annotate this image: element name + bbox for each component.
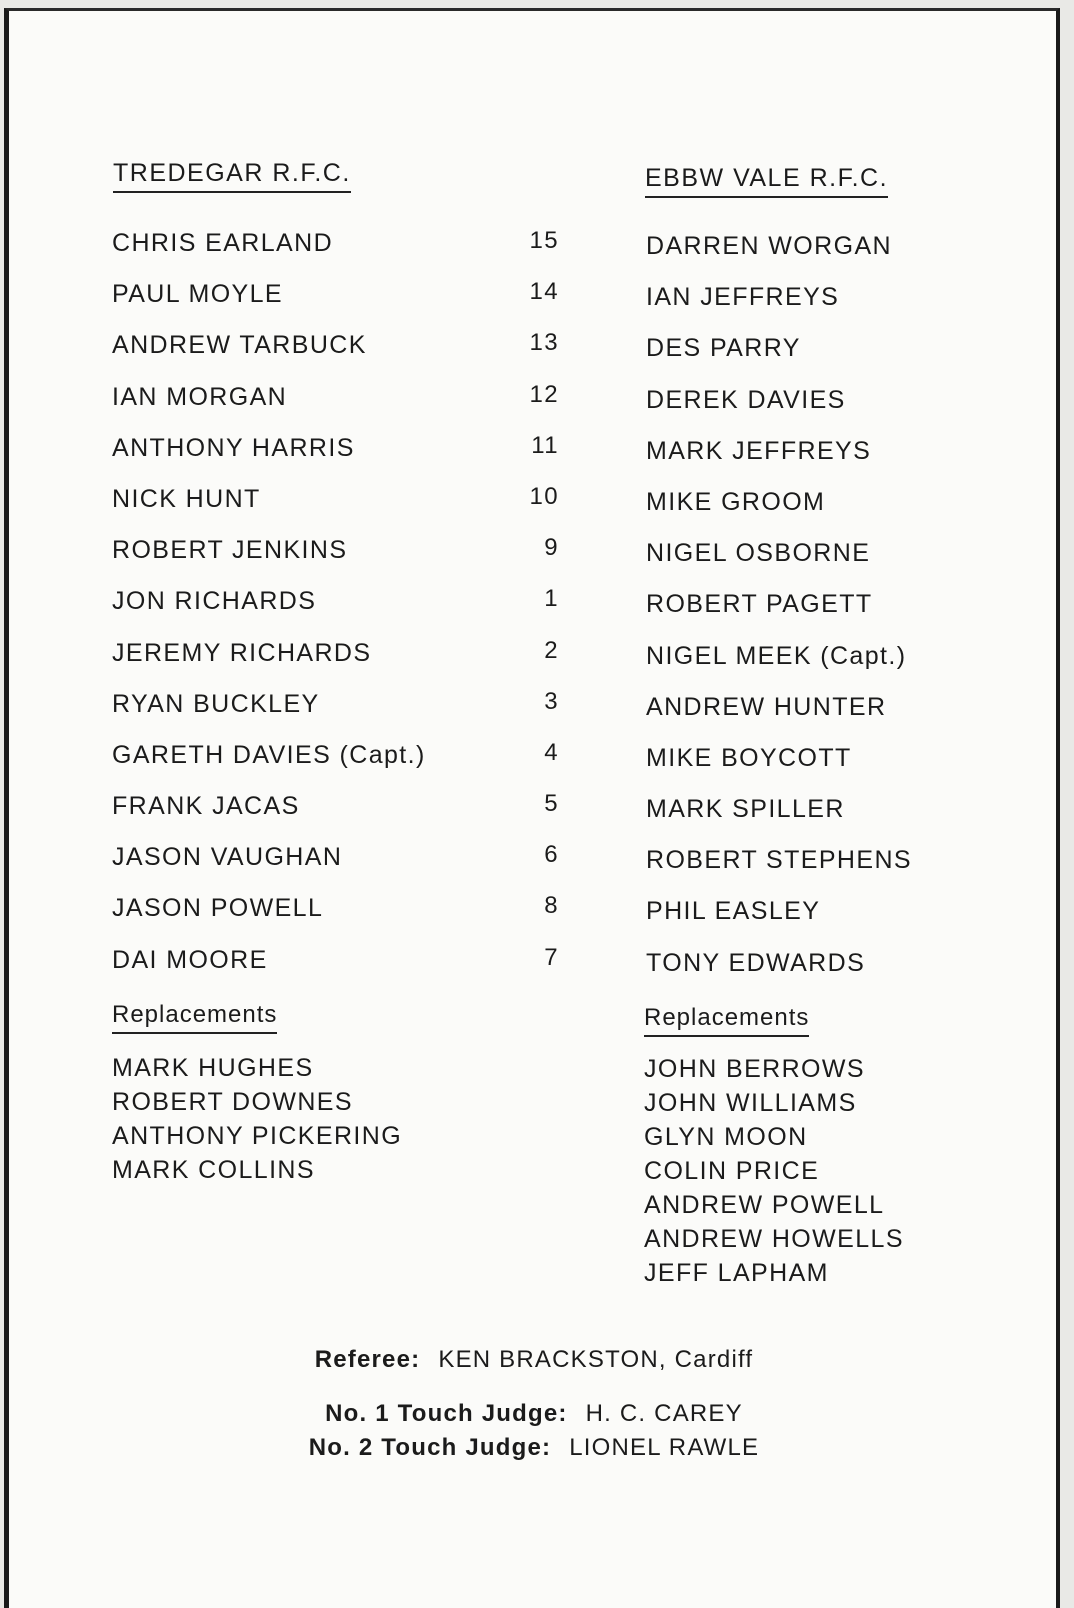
- away-replacement: COLIN PRICE: [644, 1157, 820, 1185]
- position-number: 8: [544, 892, 559, 920]
- touch-judge-1-label: No. 1 Touch Judge:: [325, 1400, 568, 1427]
- touch-judge-1-value: H. C. CAREY: [585, 1400, 743, 1427]
- position-number: 2: [544, 636, 559, 664]
- position-number: 15: [529, 227, 559, 254]
- home-player: ANTHONY HARRIS: [112, 433, 355, 462]
- home-replacement: MARK HUGHES: [112, 1054, 314, 1082]
- away-replacements-title: Replacements: [644, 1004, 809, 1037]
- position-number: 11: [531, 431, 559, 459]
- home-replacement: ANTHONY PICKERING: [112, 1122, 403, 1150]
- away-player: MARK SPILLER: [646, 795, 845, 824]
- home-replacements-list: [112, 1051, 402, 1187]
- home-player: CHRIS EARLAND: [112, 229, 334, 257]
- home-player: JASON POWELL: [112, 894, 324, 923]
- position-number: 14: [529, 278, 559, 306]
- away-replacement: GLYN MOON: [644, 1123, 808, 1151]
- away-player: ANDREW HUNTER: [646, 692, 887, 721]
- away-player: MIKE BOYCOTT: [646, 743, 852, 772]
- home-player: JEREMY RICHARDS: [112, 638, 372, 667]
- position-number: 5: [544, 790, 559, 818]
- away-player: MIKE GROOM: [646, 487, 826, 516]
- away-player-list: [646, 228, 912, 996]
- position-number: 13: [529, 329, 559, 357]
- home-player: ANDREW TARBUCK: [112, 331, 367, 360]
- away-player: DARREN WORGAN: [646, 232, 892, 260]
- away-replacement: JOHN WILLIAMS: [644, 1089, 857, 1117]
- position-number: 12: [529, 380, 559, 408]
- position-number: 3: [544, 687, 559, 715]
- away-replacement: JOHN BERROWS: [644, 1055, 865, 1083]
- away-player: NIGEL OSBORNE: [646, 539, 871, 568]
- away-replacement: JEFF LAPHAM: [644, 1259, 829, 1287]
- position-number: 9: [544, 534, 559, 562]
- away-replacements-list: [644, 1052, 904, 1290]
- home-player: RYAN BUCKLEY: [112, 689, 320, 718]
- touch-judge-1-line: [9, 1400, 1059, 1428]
- home-player: JON RICHARDS: [112, 587, 317, 616]
- position-number: 1: [544, 585, 559, 613]
- home-replacement: MARK COLLINS: [112, 1156, 315, 1184]
- away-player: ROBERT STEPHENS: [646, 846, 912, 875]
- away-player: NIGEL MEEK (Capt.): [646, 641, 907, 670]
- home-player: DAI MOORE: [112, 945, 268, 974]
- home-player: FRANK JACAS: [112, 792, 300, 821]
- home-player: IAN MORGAN: [112, 382, 288, 411]
- away-player: PHIL EASLEY: [646, 897, 821, 926]
- home-player-list: [112, 225, 426, 993]
- home-replacement: ROBERT DOWNES: [112, 1088, 353, 1116]
- home-replacements-title: Replacements: [112, 1001, 277, 1034]
- position-number-list: [499, 223, 559, 991]
- position-number: 10: [529, 482, 559, 510]
- position-number: 4: [544, 738, 559, 766]
- away-player: DEREK DAVIES: [646, 385, 846, 414]
- referee-line: [9, 1346, 1059, 1374]
- touch-judge-2-line: [9, 1434, 1059, 1462]
- position-number: 6: [544, 841, 559, 869]
- home-player: GARETH DAVIES (Capt.): [112, 740, 426, 769]
- referee-value: KEN BRACKSTON, Cardiff: [438, 1346, 754, 1373]
- away-replacement: ANDREW POWELL: [644, 1191, 885, 1219]
- home-player: NICK HUNT: [112, 484, 261, 513]
- away-player: DES PARRY: [646, 334, 801, 363]
- home-player: ROBERT JENKINS: [112, 536, 348, 565]
- home-player: JASON VAUGHAN: [112, 843, 343, 872]
- position-number: 7: [544, 943, 559, 971]
- home-player: PAUL MOYLE: [112, 280, 283, 309]
- referee-label: Referee:: [314, 1346, 421, 1373]
- away-player: IAN JEFFREYS: [646, 283, 840, 312]
- away-player: MARK JEFFREYS: [646, 436, 872, 465]
- team-sheet: [4, 8, 1060, 1608]
- touch-judge-2-label: No. 2 Touch Judge:: [308, 1434, 552, 1461]
- away-player: TONY EDWARDS: [646, 948, 866, 977]
- touch-judge-2-value: LIONEL RAWLE: [569, 1434, 760, 1461]
- away-player: ROBERT PAGETT: [646, 590, 873, 619]
- away-replacement: ANDREW HOWELLS: [644, 1225, 904, 1253]
- home-team-title: TREDEGAR R.F.C.: [113, 159, 351, 193]
- away-team-title: EBBW VALE R.F.C.: [645, 164, 888, 198]
